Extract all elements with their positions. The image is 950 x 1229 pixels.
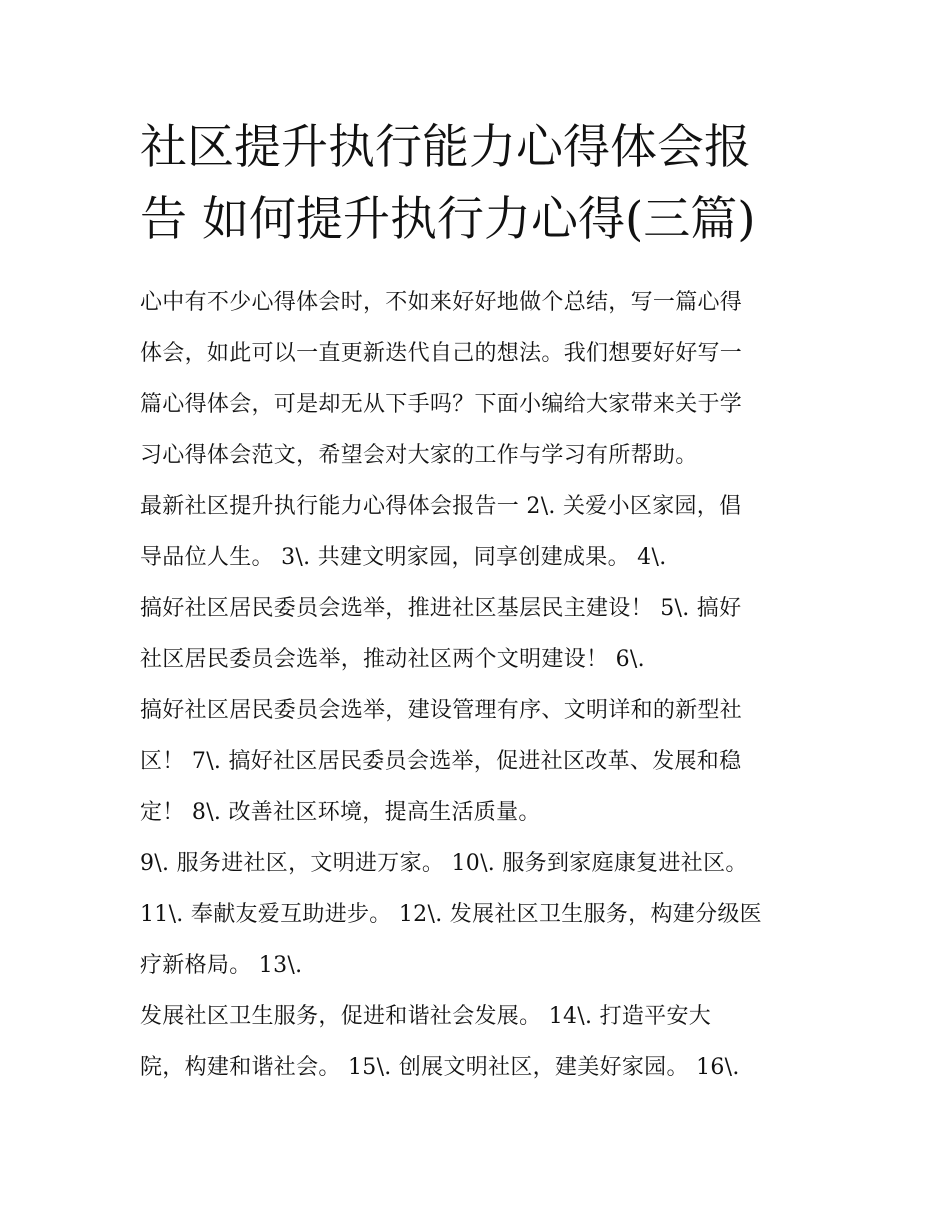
document-title: [140, 112, 820, 256]
body-line: 习心得体会范文，希望会对大家的工作与学习有所帮助。: [140, 443, 698, 468]
body-line: 篇心得体会，可是却无从下手吗？下面小编给大家带来关于学: [140, 392, 743, 417]
body-line: 搞好社区居民委员会选举，推进社区基层民主建设！ 5\. 搞好: [140, 596, 742, 621]
body-line: 定！ 8\. 改善社区环境，提高生活质量。: [140, 800, 541, 825]
body-line: 疗新格局。 13\.: [140, 953, 303, 978]
body-line: 院，构建和谐社会。 15\. 创展文明社区，建美好家园。 16\.: [140, 1055, 740, 1080]
body-line: 搞好社区居民委员会选举，建设管理有序、文明详和的新型社: [140, 698, 743, 723]
body-line: 社区居民委员会选举，推动社区两个文明建设！ 6\.: [140, 647, 645, 672]
body-line: 发展社区卫生服务，促进和谐社会发展。 14\. 打造平安大: [140, 1004, 712, 1029]
body-line: 体会，如此可以一直更新迭代自己的想法。我们想要好好写一: [140, 341, 743, 366]
document-body: [140, 277, 830, 1093]
body-line: 11\. 奉献友爱互助进步。 12\. 发展社区卫生服务，构建分级医: [140, 902, 762, 927]
title-line-2: 告 如何提升执行力心得(三篇): [140, 192, 756, 247]
body-line: 心中有不少心得体会时，不如来好好地做个总结，写一篇心得: [140, 290, 743, 315]
body-line: 最新社区提升执行能力心得体会报告一 2\. 关爱小区家园，倡: [140, 494, 742, 519]
body-line: 导品位人生。 3\. 共建文明家园，同享创建成果。 4\.: [140, 545, 667, 570]
body-line: 9\. 服务进社区，文明进万家。 10\. 服务到家庭康复进社区。: [140, 851, 748, 876]
body-line: 区！ 7\. 搞好社区居民委员会选举，促进社区改革、发展和稳: [140, 749, 742, 774]
title-line-1: 社区提升执行能力心得体会报: [140, 120, 751, 175]
